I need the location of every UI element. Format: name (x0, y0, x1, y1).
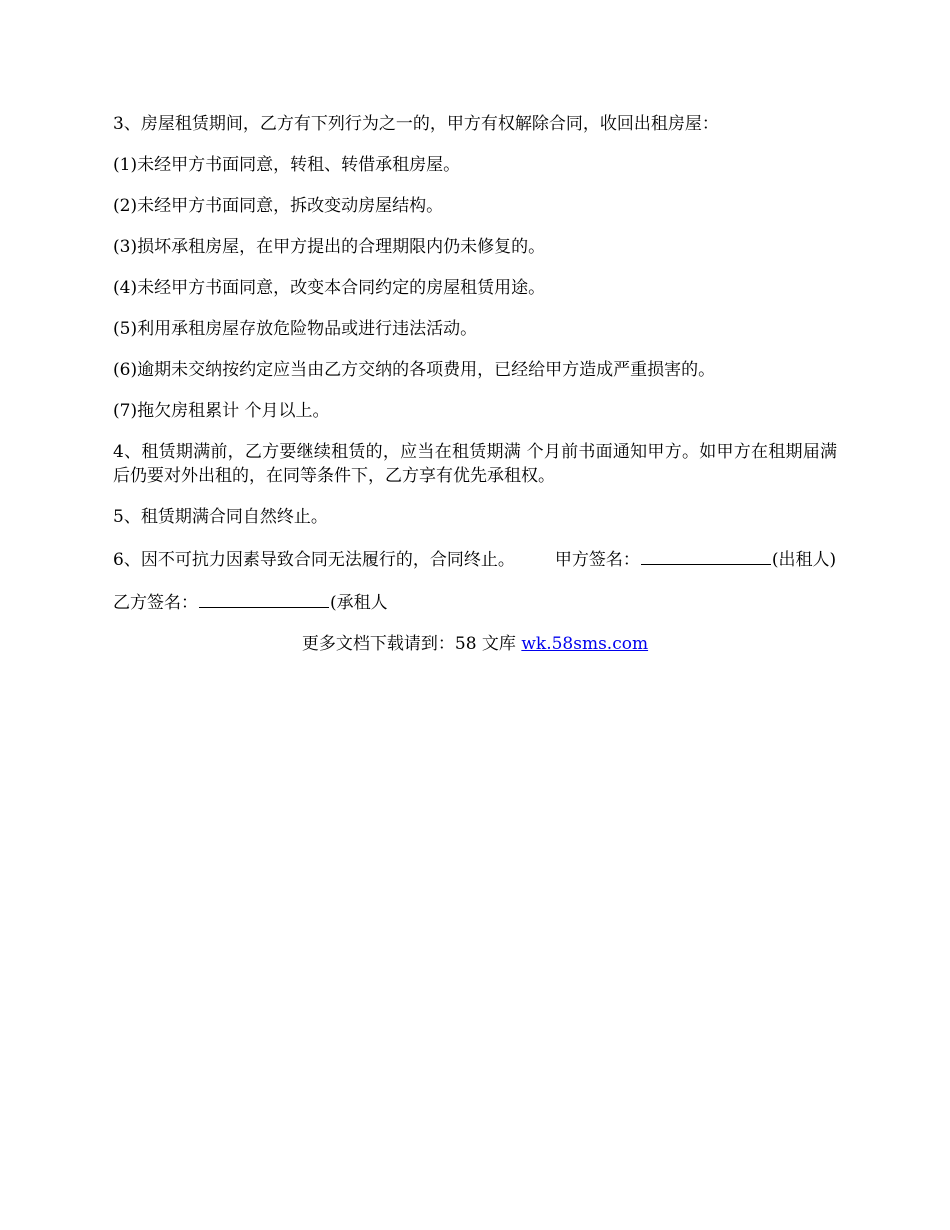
footer-text: 更多文档下载请到：58 文库 (301, 634, 522, 654)
clause-3-item-6: (6)逾期未交纳按约定应当由乙方交纳的各项费用，已经给甲方造成严重损害的。 (113, 360, 716, 380)
clause-3-item-7: (7)拖欠房租累计 个月以上。 (113, 401, 330, 421)
clause-3-item-5: (5)利用承租房屋存放危险物品或进行违法活动。 (113, 319, 478, 339)
clause-6-with-party-a-signature (113, 546, 837, 572)
party-b-signature-label: 乙方签名： (113, 593, 198, 613)
clause-3-item-1: (1)未经甲方书面同意，转租、转借承租房屋。 (113, 155, 461, 175)
clause-3-item-2: (2)未经甲方书面同意，拆改变动房屋结构。 (113, 196, 444, 216)
clause-5: 5、租赁期满合同自然终止。 (113, 507, 328, 527)
footer-link[interactable]: wk.58sms.com (521, 634, 649, 654)
party-b-signature (113, 589, 837, 615)
clause-6: 6、因不可抗力因素导致合同无法履行的，合同终止。 (113, 550, 515, 570)
party-a-signature-line[interactable] (641, 546, 771, 565)
party-a-signature-label: 甲方签名： (554, 550, 640, 570)
document-page (113, 112, 837, 673)
clause-3-item-3: (3)损坏承租房屋，在甲方提出的合理期限内仍未修复的。 (113, 237, 546, 257)
footer (113, 632, 837, 656)
party-b-signature-line[interactable] (199, 589, 329, 608)
clause-4: 4、租赁期满前，乙方要继续租赁的，应当在租赁期满 个月前书面通知甲方。如甲方在租期届满后仍要对外出租的，在同等条件下，乙方享有优先承租权。 (113, 442, 837, 486)
party-b-role: (承租人 (330, 593, 388, 613)
party-a-role: (出租人) (771, 550, 837, 570)
clause-3: 3、房屋租赁期间，乙方有下列行为之一的，甲方有权解除合同，收回出租房屋： (113, 114, 719, 134)
clause-3-item-4: (4)未经甲方书面同意，改变本合同约定的房屋租赁用途。 (113, 278, 546, 298)
